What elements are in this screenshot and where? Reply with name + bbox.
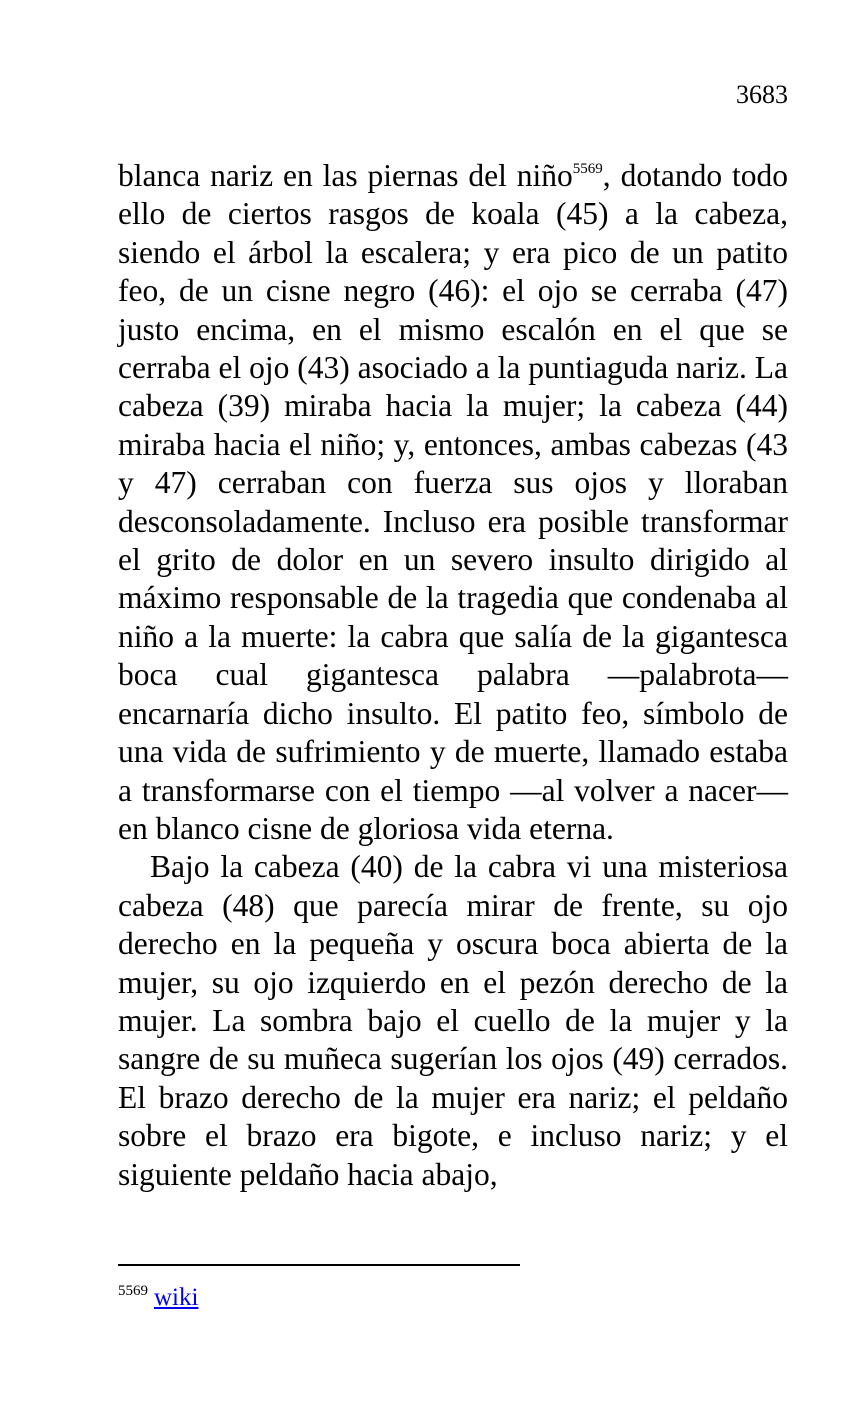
paragraph-2: Bajo la cabeza (40) de la cabra vi una misteriosa cabeza (48) que parecía mirar de frente, su ojo derecho en la pequeña y oscura boca abierta de la mujer, su ojo izquierdo en el pezón derecho de la mujer. La sombra bajo el cuello de la mujer y la sangre de su muñeca sugerían los ojos (49) cerrados. El brazo derecho de la mujer era nariz; el peldaño sobre el brazo era bigote, e incluso nariz; y el siguiente peldaño hacia abajo, xyxy=(118,849,788,1192)
footnote-wiki-link[interactable]: wiki xyxy=(154,1284,199,1311)
footnote xyxy=(118,1283,198,1313)
footnote-reference: 5569 xyxy=(572,161,603,177)
footnote-divider xyxy=(118,1264,520,1266)
footnote-number: 5569 xyxy=(118,1283,148,1299)
paragraph-1-text-end: , dotando todo ello de ciertos rasgos de koala (45) a la cabeza, siendo el árbol la escalera; y era pico de un patito feo, de un cisne negro (46): el ojo se cerraba (47) justo encima, en el mismo escalón en el que se cerraba el ojo (43) asociado a la puntiaguda nariz. La cabeza (39) miraba hacia la mujer; la cabeza (44) miraba hacia el niño; y, entonces, ambas cabezas (43 y 47) cerraban con fuerza sus ojos y lloraban desconsoladamente. Incluso era posible transformar el grito de dolor en un severo insulto dirigido al máximo responsable de la tragedia que condenaba al niño a la muerte: la cabra que salía de la gigantesca boca cual gigantesca palabra —palabrota— encarnaría dicho insulto. El patito feo, símbolo de una vida de sufrimiento y de muerte, llamado estaba a transformarse con el tiempo —al volver a nacer— en blanco cisne de gloriosa vida eterna. xyxy=(118,158,788,846)
page-number: 3683 xyxy=(736,80,788,109)
body-text xyxy=(118,157,788,1194)
paragraph-1-text-start: blanca nariz en las piernas del niño xyxy=(118,158,573,193)
paragraph-1 xyxy=(118,157,788,848)
